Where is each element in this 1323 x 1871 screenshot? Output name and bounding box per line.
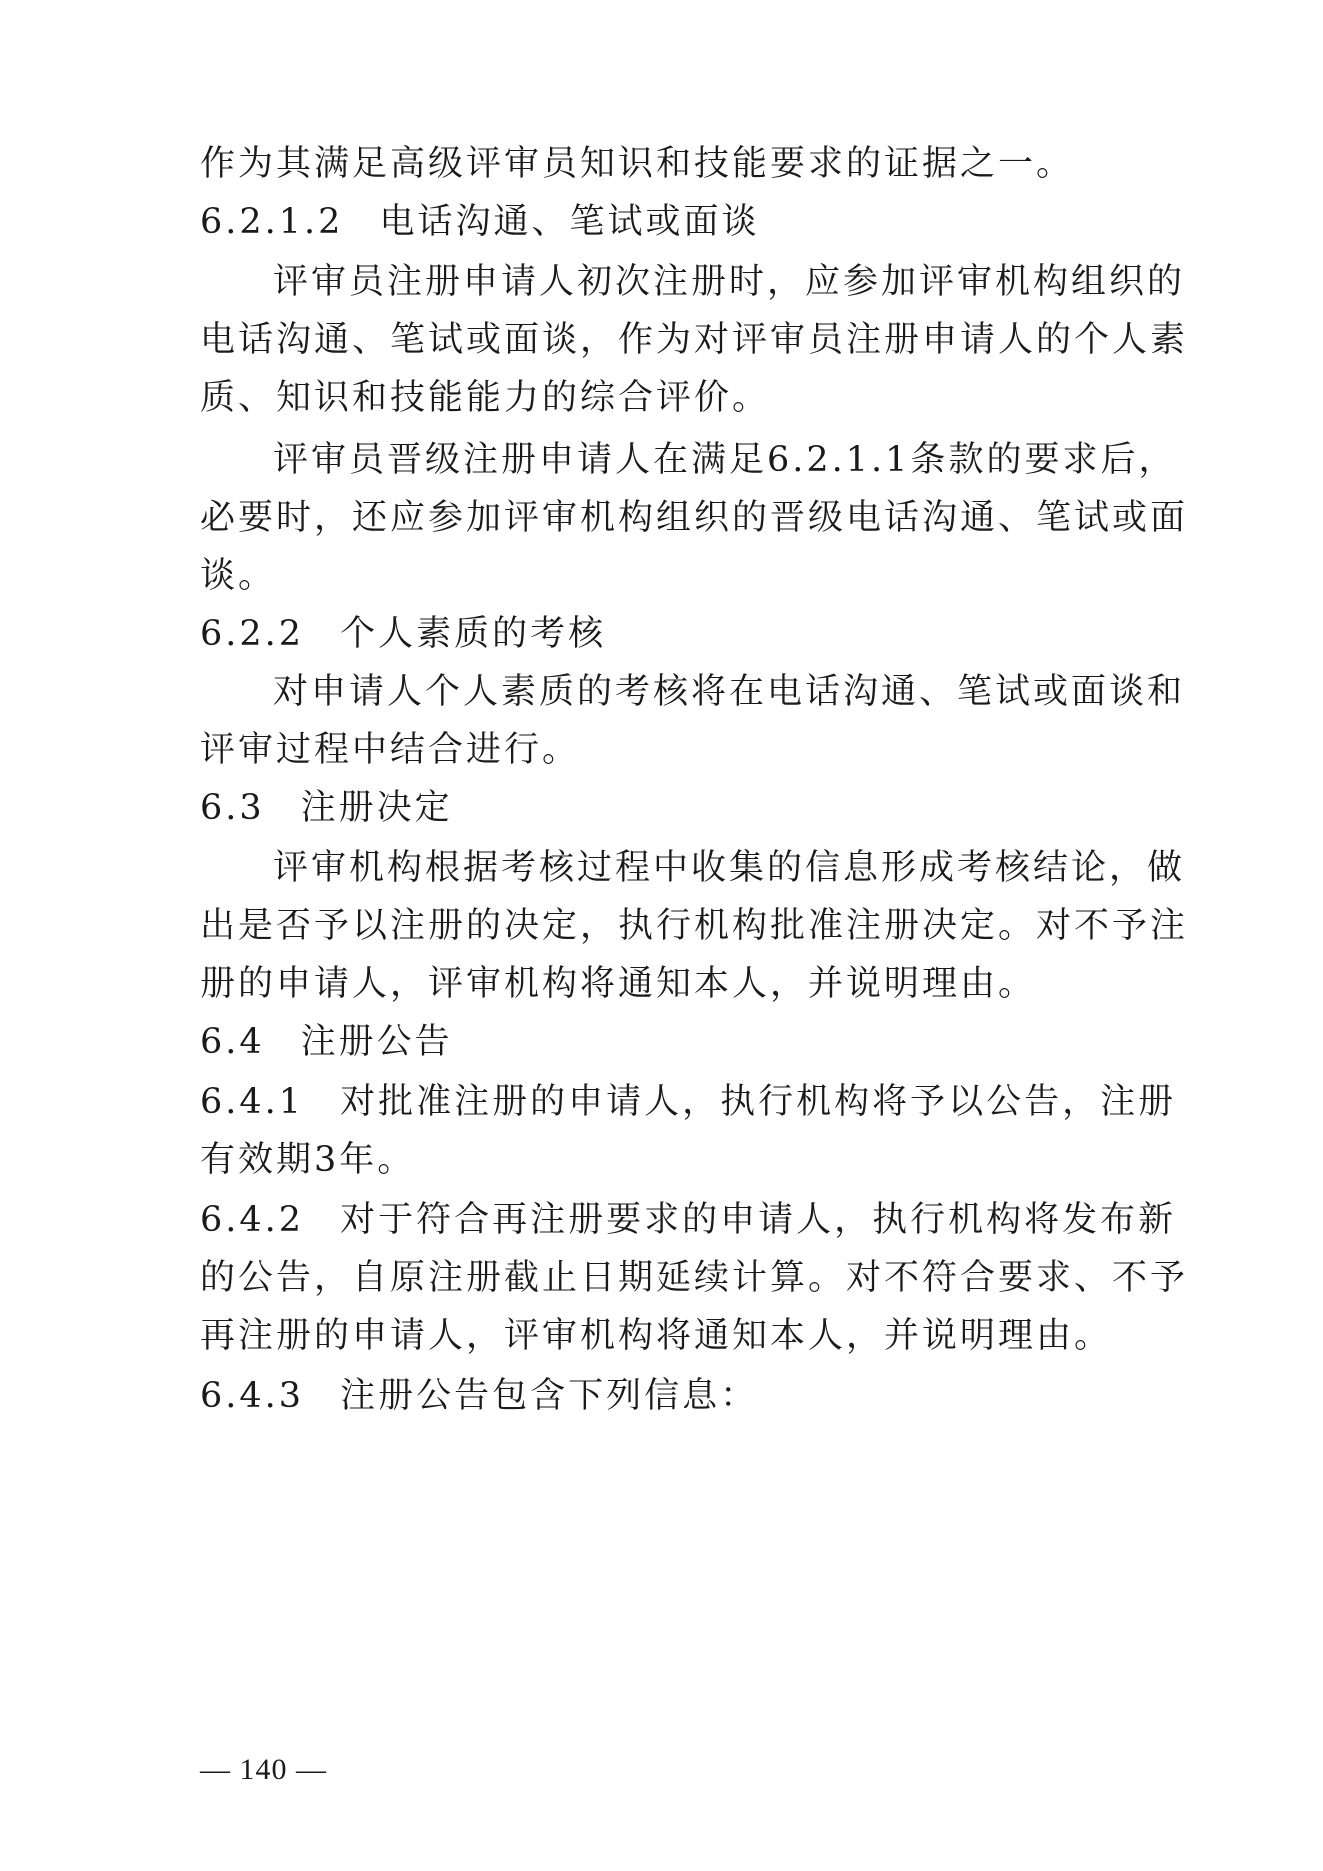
section-number: 6.2.1.2 bbox=[200, 202, 344, 242]
paragraph-line: 对申请人个人素质的考核将在电话沟通、笔试或面谈和 bbox=[273, 672, 1186, 712]
section-heading-6-4 bbox=[200, 1018, 1130, 1066]
section-heading-6-4-1 bbox=[200, 1078, 1177, 1126]
section-text: 对批准注册的申请人，执行机构将予以公告，注册 bbox=[340, 1082, 1177, 1122]
paragraph-line: 评审员晋级注册申请人在满足6.2.1.1条款的要求后， bbox=[273, 440, 1177, 480]
paragraph-line: 再注册的申请人，评审机构将通知本人，并说明理由。 bbox=[200, 1316, 1113, 1356]
paragraph-line: 质、知识和技能能力的综合评价。 bbox=[200, 378, 771, 418]
paragraph-line: 出是否予以注册的决定，执行机构批准注册决定。对不予注 bbox=[200, 906, 1189, 946]
section-text: 对于符合再注册要求的申请人，执行机构将发布新 bbox=[340, 1200, 1177, 1240]
paragraph-line: 作为其满足高级评审员知识和技能要求的证据之一。 bbox=[200, 144, 1075, 184]
section-number: 6.4.3 bbox=[200, 1376, 305, 1416]
paragraph-line: 电话沟通、笔试或面谈，作为对评审员注册申请人的个人素 bbox=[200, 320, 1189, 360]
paragraph-line: 评审员注册申请人初次注册时，应参加评审机构组织的 bbox=[273, 262, 1186, 302]
section-number: 6.2.2 bbox=[200, 614, 305, 654]
section-title: 个人素质的考核 bbox=[340, 614, 607, 654]
paragraph-line: 谈。 bbox=[200, 556, 277, 596]
section-text: 注册公告包含下列信息： bbox=[340, 1376, 759, 1416]
section-title: 电话沟通、笔试或面谈 bbox=[379, 202, 760, 242]
paragraph-line: 的公告，自原注册截止日期延续计算。对不符合要求、不予 bbox=[200, 1258, 1189, 1298]
section-heading-6-4-2 bbox=[200, 1196, 1177, 1244]
paragraph-line: 册的申请人，评审机构将通知本人，并说明理由。 bbox=[200, 964, 1037, 1004]
section-number: 6.4 bbox=[200, 1022, 265, 1062]
paragraph-line: 评审机构根据考核过程中收集的信息形成考核结论，做 bbox=[273, 848, 1186, 888]
section-heading-6-2-2 bbox=[200, 610, 1130, 658]
page-number: — 140 — bbox=[200, 1753, 327, 1786]
paragraph-line: 评审过程中结合进行。 bbox=[200, 730, 581, 770]
section-number: 6.3 bbox=[200, 788, 265, 828]
paragraph-line: 必要时，还应参加评审机构组织的晋级电话沟通、笔试或面 bbox=[200, 498, 1189, 538]
section-heading-6-2-1-2 bbox=[200, 198, 1130, 246]
section-title: 注册公告 bbox=[300, 1022, 453, 1062]
section-title: 注册决定 bbox=[300, 788, 453, 828]
section-number: 6.4.2 bbox=[200, 1200, 305, 1240]
paragraph-line: 有效期3年。 bbox=[200, 1140, 416, 1180]
section-heading-6-3 bbox=[200, 784, 1130, 832]
section-heading-6-4-3 bbox=[200, 1372, 1130, 1420]
section-number: 6.4.1 bbox=[200, 1082, 305, 1122]
